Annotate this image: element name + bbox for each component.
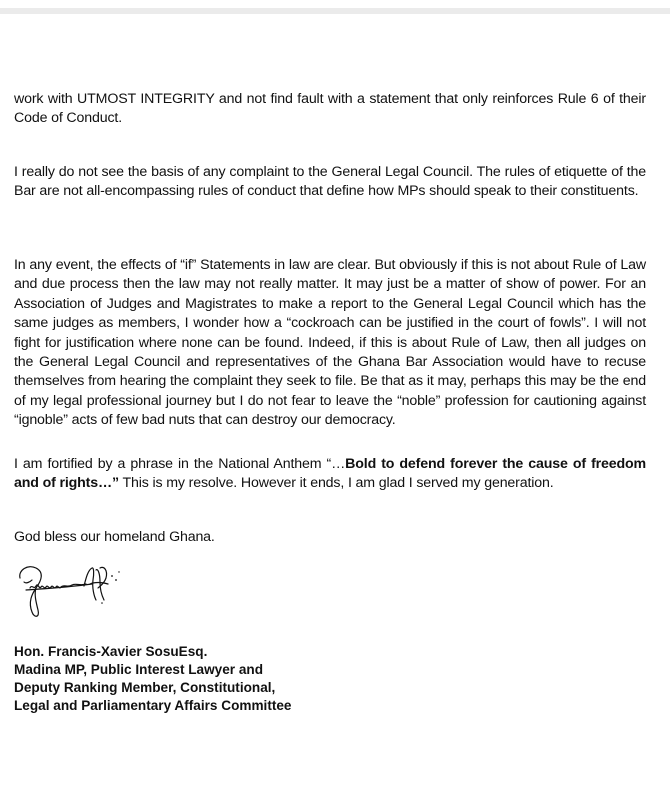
paragraph-national-anthem [14, 455, 646, 494]
anthem-prefix: I am fortified by a phrase in the National Anthem “… [14, 456, 346, 472]
anthem-suffix: This is my resolve. However it ends, I am glad I served my generation. [118, 475, 554, 492]
paragraph-blessing: God bless our homeland Ghana. [14, 529, 215, 545]
signatory-title: Madina MP, Public Interest Lawyer and [14, 662, 264, 677]
signature-block [14, 643, 292, 715]
paragraph-complaint-basis: I really do not see the basis of any complaint to the General Legal Council. The rules of etiquette of the Bar are not all-encompassing rules of conduct that define how MPs should speak to their constituents. [14, 164, 646, 200]
paragraph-integrity: work with UTMOST INTEGRITY and not find fault with a statement that only reinforces Rule 6 of their Code of Conduct. [14, 91, 646, 127]
signatory-name: Hon. Francis-Xavier SosuEsq. [14, 644, 208, 659]
top-divider-bar [0, 8, 670, 14]
anthem-quote: Bold to defend forever the cause of freedom and of rights…” [14, 456, 646, 492]
handwritten-signature-icon [14, 560, 134, 625]
signatory-role: Deputy Ranking Member, Constitutional, [14, 680, 276, 695]
paragraph-rule-of-law: In any event, the effects of “if” Statements in law are clear. But obviously if this is not about Rule of Law and due process then the law may not really matter. It may just be a matter of show of power. For an Association of Judges and Magistrates to make a report to the General Legal Council which has the same judges as members, I wonder how a “cockroach can be justified in the court of fowls”. I will not fight for justification where none can be found. Indeed, if this is about Rule of Law, then all judges on the General Legal Council and representatives of the Ghana Bar Association would have to recuse themselves from hearing the complaint they seek to file. Be that as it may, perhaps this may be the end of my legal professional journey but I do not fear to leave the “noble” profession for cautioning against “ignoble” acts of few bad nuts that can destroy our democracy. [14, 257, 646, 429]
signatory-committee: Legal and Parliamentary Affairs Committee [14, 698, 292, 713]
